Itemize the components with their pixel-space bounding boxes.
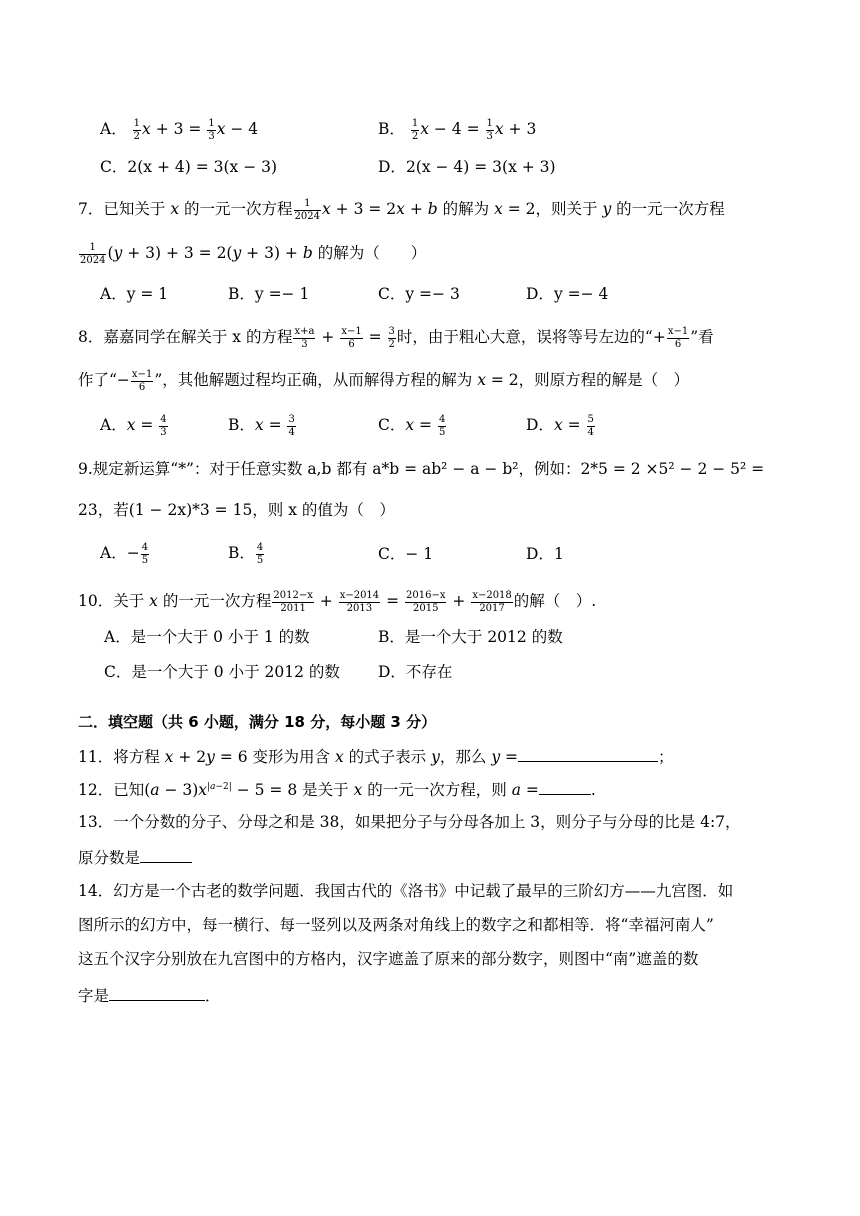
q10-stem: 10．关于 x 的一元一次方程 $\frac{2012-x}{2011}$ + $\frac{x-2014}{2013}$ = $\frac{2016-x}{2015}$ + $\frac{x-2018}{2017}$ 的解（ ）. bbox=[78, 590, 597, 614]
q8-stem-line1: 8．嘉嘉同学在解关于 x 的方程 $\frac{x+a}{3}$ + $\frac{x-1}{6}$ = $\frac{3}{2}$ 时，由于粗心大意，误将等号左边的“+ $\frac{x-1}{6}$ ”看 bbox=[78, 326, 714, 350]
q12-answer-blank[interactable] bbox=[539, 780, 591, 795]
q7-stem-line2: $\frac{1}{2024}$ (y + 3) + 3 = 2(y + 3) + b 的解为（ ） bbox=[80, 242, 427, 266]
q10-option-b: B．是一个大于 2012 的数 bbox=[378, 628, 563, 646]
q11: 11．将方程 x + 2y = 6 变形为用含 x 的式子表示 y，那么 y = ； bbox=[78, 748, 674, 766]
q8-option-a: A．x = $\frac{4}{3}$ bbox=[100, 414, 167, 438]
q9-stem-line2: 23，若(1 − 2x)*3 = 15，则 x 的值为（ ） bbox=[78, 501, 395, 519]
q10-option-a: A．是一个大于 0 小于 1 的数 bbox=[104, 628, 310, 646]
q14-answer-blank[interactable] bbox=[109, 986, 205, 1001]
q8-option-b: B．x = $\frac{3}{4}$ bbox=[228, 414, 295, 438]
q8-option-c: C．x = $\frac{4}{5}$ bbox=[378, 414, 446, 438]
q7-stem-line1: 7．已知关于 x 的一元一次方程 $\frac{1}{2024}$ x + 3 = 2x + b 的解为 x = 2，则关于 y 的一元一次方程 bbox=[78, 198, 725, 222]
q9-option-b: B． $\frac{4}{5}$ bbox=[228, 542, 264, 566]
section-heading: 二．填空题（共 6 小题，满分 18 分，每小题 3 分） bbox=[78, 713, 437, 731]
q8-stem-line2: 作了“− $\frac{x-1}{6}$ ”，其他解题过程均正确，从而解得方程的解为 x = 2，则原方程的解是（ ） bbox=[78, 369, 690, 393]
q6-option-b: B． $\frac{1}{2}$ x − 4 = $\frac{1}{3}$ x + 3 bbox=[378, 118, 537, 142]
q13-line2: 原分数是 bbox=[78, 848, 192, 867]
q14-line4: 字是 ． bbox=[78, 987, 221, 1005]
q7-option-c: C．y =− 3 bbox=[378, 285, 460, 303]
q7-option-a: A．y = 1 bbox=[100, 285, 169, 303]
q9-option-a: A．− $\frac{4}{5}$ bbox=[100, 542, 149, 566]
q10-option-c: C．是一个大于 0 小于 2012 的数 bbox=[104, 663, 340, 681]
q14-line1: 14．幻方是一个古老的数学问题．我国古代的《洛书》中记载了最早的三阶幻方——九宫图．如 bbox=[78, 882, 734, 900]
q12: 12．已知$(a - 3)x^{|a-2|} - 5 = 8$ 是关于 x 的一元一次方程，则 a = . bbox=[78, 781, 596, 799]
q13-line1: 13．一个分数的分子、分母之和是 38，如果把分子与分母各加上 3，则分子与分母的比是 4:7， bbox=[78, 813, 741, 831]
q11-answer-blank[interactable] bbox=[518, 747, 658, 762]
q6-option-a: A． $\frac{1}{2}$ x + 3 = $\frac{1}{3}$ x − 4 bbox=[100, 118, 259, 142]
q8-option-d: D．x = $\frac{5}{4}$ bbox=[526, 414, 594, 438]
q6-option-c-expr: 2(x + 4) = 3(x − 3) bbox=[127, 158, 278, 176]
q9-option-d: D．1 bbox=[526, 545, 564, 563]
q9-option-c: C．− 1 bbox=[378, 545, 434, 563]
q6-option-d: D．2(x − 4) = 3(x + 3) bbox=[378, 158, 556, 176]
q13-answer-blank[interactable] bbox=[140, 848, 192, 863]
q14-line3: 这五个汉字分别放在九宫图中的方格内，汉字遮盖了原来的部分数字，则图中“南”遮盖的数 bbox=[78, 950, 699, 968]
q10-option-d: D．不存在 bbox=[378, 663, 453, 681]
q7-option-b: B．y =− 1 bbox=[228, 285, 310, 303]
q7-option-d: D．y =− 4 bbox=[526, 285, 609, 303]
q6-option-c: C．2(x + 4) = 3(x − 3) bbox=[100, 158, 278, 176]
q6-option-d-expr: 2(x − 4) = 3(x + 3) bbox=[405, 158, 556, 176]
q14-line2: 图所示的幻方中，每一横行、每一竖列以及两条对角线上的数字之和都相等．将“幸福河南人” bbox=[78, 916, 714, 934]
q9-stem-line1: 9.规定新运算“*”：对于任意实数 a,b 都有 a*b = ab² − a − b²，例如：2*5 = 2 ×5² − 2 − 5² = bbox=[78, 460, 765, 478]
